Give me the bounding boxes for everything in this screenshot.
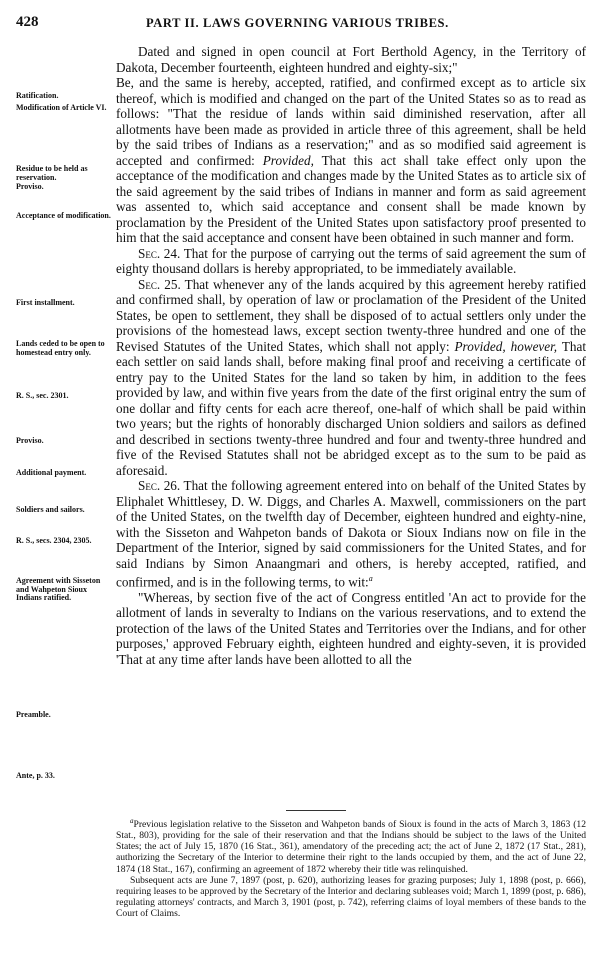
paragraph-sec-24: Sec. 24. That for the purpose of carrying out the terms of said agreement the sum of eighty thousand dollars is hereby appropriated, to be immediately available.	[116, 245, 586, 276]
margin-note-rs-2304: R. S., secs. 2304, 2305.	[16, 536, 92, 545]
footnote-1: $^a$Previous legislation relative to the Sisseton and Wahpeton bands of Sioux is found in the acts of March 3, 1863 (12 Stat., 803), providing for the sale of their reservation and that the Indians should be subject to the laws of the United States; the act of July 15, 1870 (16 Stat., 361), amendatory of the preceding act; the act of June 2, 1872 (17 Stat., 281), authorizing the Secretary of the Interior to determine their right to the lands occupied by them, and the act of June 22, 1874 (18 Stat., 167), confirming an agreement of 1872 whereby their title was relinquished.	[116, 817, 586, 875]
margin-note-residue: Residue to be held as reservation.	[16, 164, 88, 182]
margin-note-agreement: Agreement with Sisseton and Wahpeton Sioux Indians ratified.	[16, 576, 101, 602]
body-text	[116, 44, 586, 667]
margin-note-additional-payment: Additional payment.	[16, 468, 87, 477]
margin-note-first-installment: First installment.	[16, 298, 75, 307]
margin-note-ante: Ante, p. 33.	[16, 771, 55, 780]
margin-note-rs-2301: R. S., sec. 2301.	[16, 391, 69, 400]
page-number: 428	[16, 14, 39, 30]
margin-note-preamble: Preamble.	[16, 710, 51, 719]
paragraph-sec-25: Sec. 25. That whenever any of the lands acquired by this agreement hereby ratified and confirmed shall, by operation of law or proclamation of the President of the United States, be open to settlement, they shall be disposed of to actual settlers only under the provisions of the homestead laws, except section twenty-three hundred and one of the Revised Statutes of the United States, which shall not apply: Provided, however, That each settler on said lands shall, before making final proof and receiving a certificate of entry pay to the United States for the land so taken by him, in addition to the fees provided by law, and within five years from the date of the first original entry the sum of one dollar and fifty cents for each acre thereof, one-half of which shall be paid within two years; but the rights of honorably discharged Union soldiers and sailors as defined and described in sections twenty-three hundred and four and twenty-three hundred and five of the Revised Statutes shall not be abridged except as to the sum to be paid as aforesaid.	[116, 276, 586, 478]
margin-note-soldiers: Soldiers and sailors.	[16, 505, 85, 514]
page-header	[16, 14, 582, 33]
paragraph-ratification: Be, and the same is hereby, accepted, ratified, and confirmed except as to article six thereof, which is modified and changed on the part of the United States so as to read as follows: "That the residue of lands within said diminished reservation, after all allotments have been made as provided in article three of this agreement, shall be held by the said tribes of Indians as a reservation;" and as so modified said agreement is accepted and confirmed: Provided, That this act shall take effect only upon the acceptance of the modification and changes made by the United States as to article six of the said agreement by the said tribes of Indians in manner and form as said agreement was assented to, which said acceptance and consent shall be made known by proclamation by the President of the United States upon satisfactory proof presented to him that the said acceptance and consent have been obtained in such manner and form.	[116, 75, 586, 245]
paragraph-whereas: "Whereas, by section five of the act of Congress entitled 'An act to provide for the allotment of lands in severalty to Indians on the various reservations, and to extend the protection of the laws of the United States and Territories over the Indians, and for other purposes,' approved February eighth, eighteen hundred and eighty-seven, it is provided 'That at any time after lands have been allotted to all the	[116, 589, 586, 667]
margin-note-ratification: Ratification.	[16, 91, 59, 100]
footnote-divider	[286, 810, 346, 811]
margin-note-proviso-1: Proviso.	[16, 182, 44, 191]
paragraph-dated: Dated and signed in open council at Fort Berthold Agency, in the Territory of Dakota, December fourteenth, eighteen hundred and eighty-six;"	[116, 44, 586, 75]
margin-note-proviso-2: Proviso.	[16, 436, 44, 445]
footnote-2: Subsequent acts are June 7, 1897 (post, p. 620), authorizing leases for grazing purposes; July 1, 1898 (post, p. 666), requiring leases to be approved by the Secretary of the Interior and declaring subleases void; March 1, 1899 (post, p. 686), regulating attorneys' contracts, and March 3, 1901 (post, p. 742), referring claims of loyal members of these bands to the Court of Claims.	[116, 874, 586, 919]
footnotes	[116, 816, 586, 919]
margin-note-acceptance: Acceptance of modification.	[16, 211, 111, 220]
margin-note-modification: Modification of Article VI.	[16, 103, 107, 112]
footnote-reference: a	[368, 574, 373, 583]
margin-note-lands-ceded: Lands ceded to be open to homestead entry only.	[16, 339, 105, 357]
running-head: PART II. LAWS GOVERNING VARIOUS TRIBES.	[146, 16, 449, 30]
paragraph-sec-26: Sec. 26. That the following agreement entered into on behalf of the United States by Eliphalet Whittlesey, D. W. Diggs, and Charles A. Maxwell, commissioners on the part of the United States, on the twelfth day of December, eighteen hundred and eighty-nine, with the Sisseton and Wahpeton bands of Dakota or Sioux Indians now on file in the Department of the Interior, signed by said commissioners for the United States, and for said Indians by Simon Anaangmari and others, is hereby accepted, ratified, and confirmed, and is in the following terms, to wit:$^a$	[116, 478, 586, 590]
